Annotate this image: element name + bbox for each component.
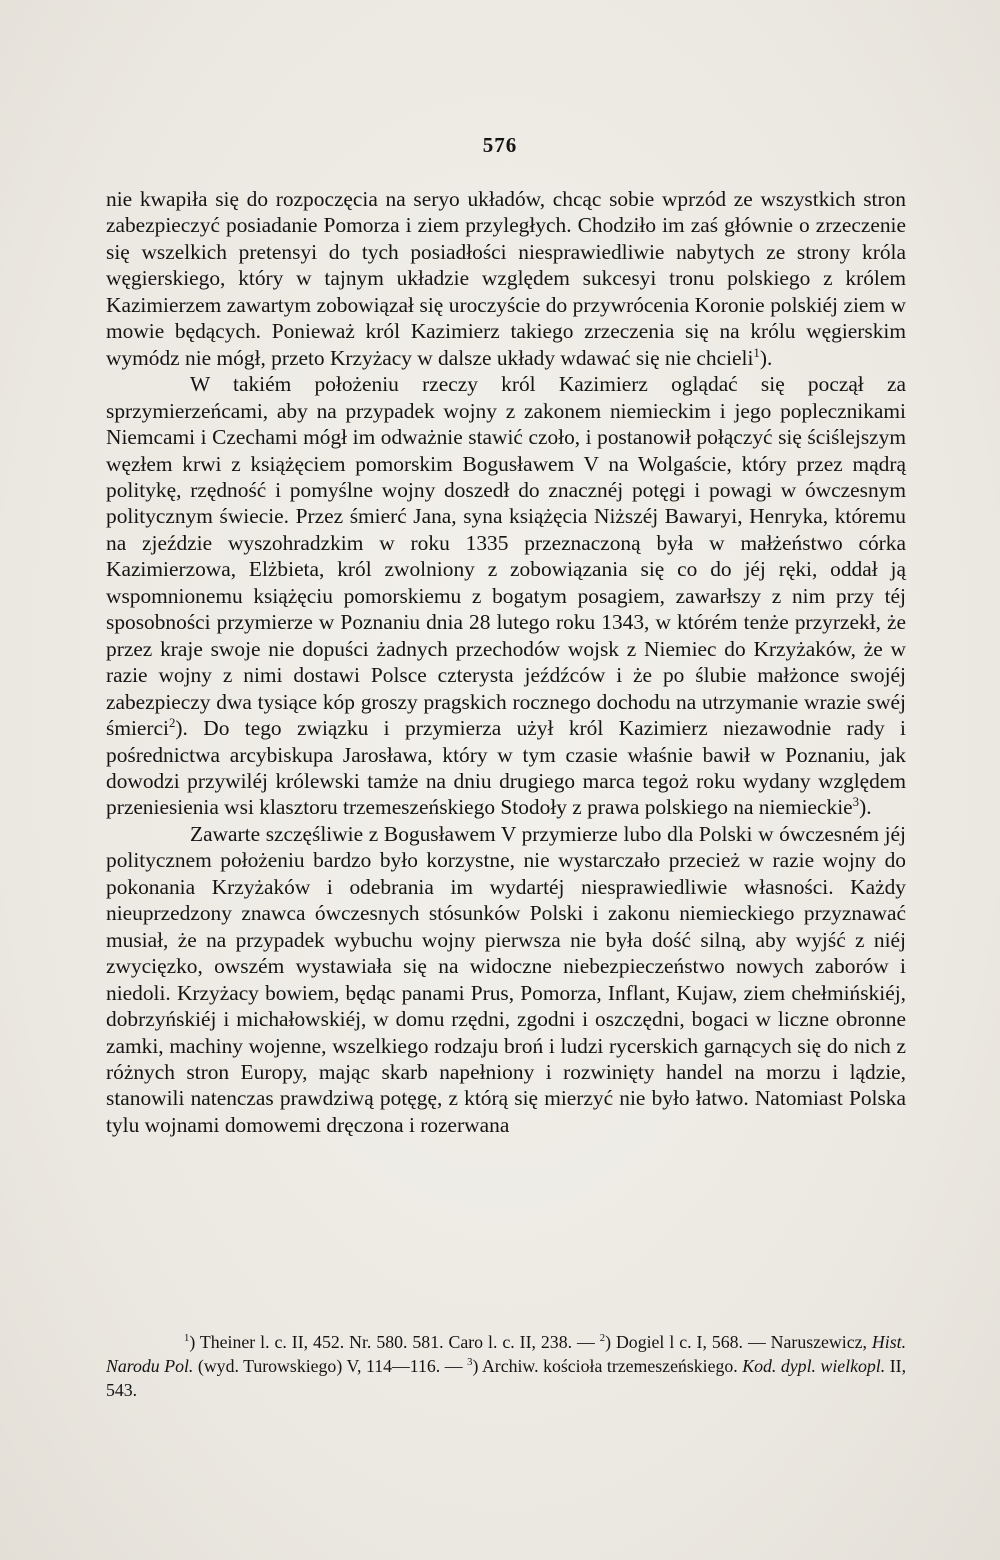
body-text	[106, 186, 906, 1138]
footnote-2-title: Hist. Narodu Pol.	[106, 1332, 907, 1376]
footnote-3: $^3$) Archiw. kościoła trzemeszeńskiego. Kod. dypl. wielkopl. II, 543.	[106, 1356, 907, 1400]
paragraph-1-tail: ).	[759, 345, 773, 370]
footnote-ref-3: 3	[852, 795, 860, 810]
paragraph-3	[106, 821, 906, 1138]
footnote-1: $^1$) Theiner l. c. II, 452. Nr. 580. 581. Caro l. c. II, 238. —	[184, 1332, 600, 1352]
footnote-ref-2: 2	[168, 715, 176, 730]
footnote-2-text: Dogiel l c. I, 568. — Naruszewicz,	[615, 1332, 872, 1352]
footnote-1-mark: 1	[184, 1332, 190, 1345]
footnote-2: $^2$) Dogiel l c. I, 568. — Naruszewicz, Hist. Narodu Pol. (wyd. Turowskiego) V, 114—116. —	[106, 1332, 907, 1376]
paragraph-1	[106, 186, 906, 371]
footnote-2-text-end: (wyd. Turowskiego) V, 114—116. —	[193, 1356, 468, 1376]
footnote-3-text: Archiw. kościoła trzemeszeńskiego.	[481, 1356, 743, 1376]
footnote-3-title: Kod. dypl. wielkopl.	[742, 1356, 886, 1376]
footnote-2-mark: 2	[599, 1332, 606, 1345]
paragraph-1-text: nie kwapiła się do rozpoczęcia na seryo układów, chcąc sobie wprzód ze wszystkich stron zabezpieczyć posiadanie Pomorza i ziem przyległych. Chodziło im zaś głównie o zrzeczenie się wszelkich pretensyi do tych posiadłości niesprawiedliwie nabytych ze strony króla węgierskiego, który w tajnym układzie względem sukcesyi tronu polskiego z królem Kazimierzem zawartym zobowiązał się uroczyście do przywrócenia Koronie polskiéj ziem w mowie będących. Ponieważ król Kazimierz takiego zrzeczenia się na królu węgierskim wymódz nie mógł, przeto Krzyżacy w dalsze układy wdawać się nie chcieli	[106, 187, 906, 370]
page-number: 576	[482, 133, 518, 157]
footnotes	[106, 1330, 906, 1402]
footnote-3-text-end: II, 543.	[106, 1356, 907, 1400]
paragraph-3-text: Zawarte szczęśliwie z Bogusławem V przymierze lubo dla Polski w ówczesném jéj politycznem położeniu bardzo było korzystne, nie wystarczało przecież w razie wojny do pokonania Krzyżaków i odebrania im wydartéj niesprawiedliwie własności. Każdy nieuprzedzony znawca ówczesnych stósunków Polski i zakonu niemieckiego przyznawać musiał, że na przypadek wybuchu wojny pierwsza nie była dość silną, aby wyjść z niéj zwycięzko, owszém wystawiała się na widoczne niebezpieczeństwo nowych zaborów i niedoli. Krzyżacy bowiem, będąc panami Prus, Pomorza, Inflant, Kujaw, ziem chełmińskiéj, dobrzyńskiéj i michałowskiéj, w domu rzędni, zgodni i oszczędni, bogaci w liczne obronne zamki, machiny wojenne, wszelkiego rodzaju broń i ludzi rycerskich garnących się do nich z różnych stron Europy, mając skarb napełniony i rozwinięty handel na morzu i lądzie, stanowili natenczas prawdziwą potęgę, z którą się mierzyć nie było łatwo. Natomiast Polska tylu wojnami domowemi dręczona i rozerwana	[106, 821, 906, 1137]
paragraph-2-tail: ).	[859, 795, 872, 820]
footnote-ref-1: 1	[753, 345, 760, 360]
paragraph-2-text: W takiém położeniu rzeczy król Kazimierz oglądać się począł za sprzymierzeńcami, aby na przypadek wojny z zakonem niemieckim i jego poplecznikami Niemcami i Czechami mógł im odważnie stawić czoło, i postanowił połączyć się ściślejszym węzłem krwi z książęciem pomorskim Bogusławem V na Wolgaście, który przez mądrą politykę, rzędność i pomyślne wojny doszedł do znacznéj potęgi i powagi w ówczesnym politycznym świecie. Przez śmierć Jana, syna książęcia Niższéj Bawaryi, Henryka, któremu na zjeździe wyszohradzkim w roku 1335 przeznaczoną była w małżeństwo córka Kazimierzowa, Elżbieta, król zwolniony z zobowiązania się co do jéj ręki, oddał ją wspomnionemu książęciu pomorskiemu z bogatym posagiem, zawarłszy z nim przy téj sposobności przymierze w Poznaniu dnia 28 lutego roku 1343, w którém tenże przyrzekł, że przez kraje swoje nie dopuści żadnych przechodów wojsk z Niemiec do Krzyżaków, że w razie wojny z nimi dostawi Polsce czterysta jeźdźców i że po ślubie małżonce swojéj zabezpieczy dwa tysiące kóp groszy pragskich rocznego dochodu na utrzymanie wrazie swéj śmierci	[106, 372, 906, 741]
footnote-1-text: Theiner l. c. II, 452. Nr. 580. 581. Caro l. c. II, 238. —	[199, 1332, 600, 1352]
paragraph-2	[106, 371, 906, 821]
paragraph-2-middle: ). Do tego związku i przymierza użył król Kazimierz niezawodnie rady i pośrednictwa arcybiskupa Jarosława, który w tym czasie właśnie bawił w Poznaniu, jak dowodzi przywiléj królewski tamże na dniu drugiego marca tegoż roku wydany względem przeniesienia wsi klasztoru trzemeszeńskiego Stodoły z prawa polskiego na niemieckie	[106, 716, 906, 820]
footnote-3-mark: 3	[467, 1356, 473, 1369]
